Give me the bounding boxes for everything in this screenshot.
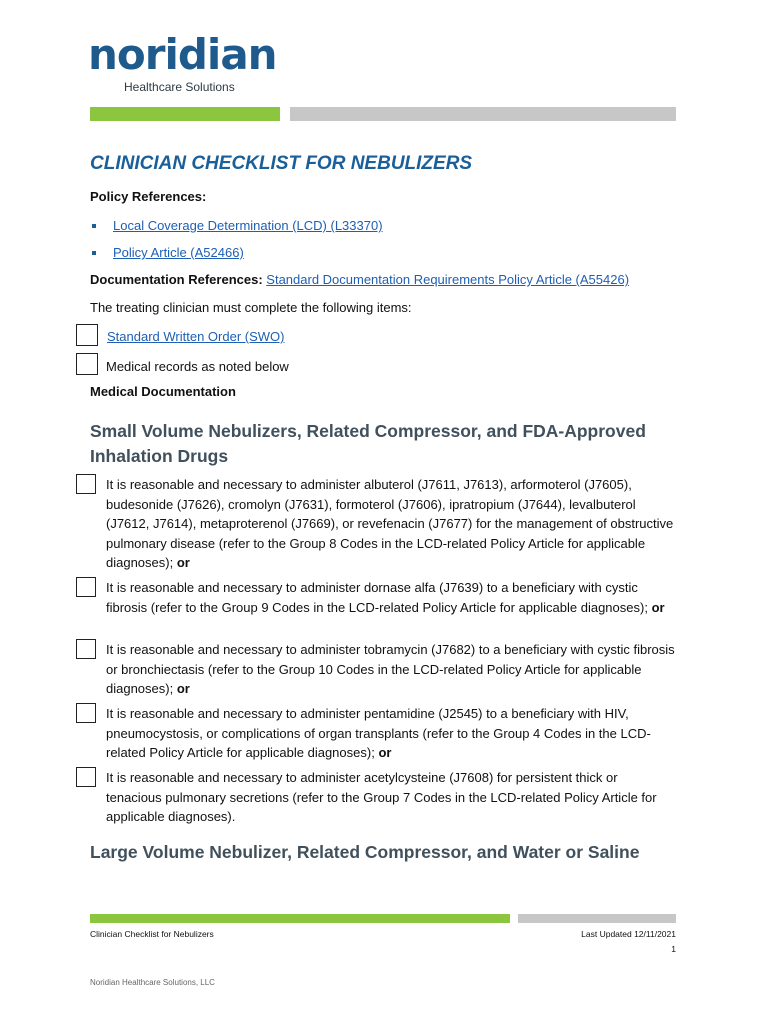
- documentation-references: [90, 272, 629, 287]
- item-checkbox[interactable]: [76, 474, 96, 494]
- item-checkbox[interactable]: [76, 577, 96, 597]
- medical-documentation-label: Medical Documentation: [90, 384, 236, 399]
- item-body: It is reasonable and necessary to administer pentamidine (J2545) to a beneficiary with HIV, pneumocystosis, or complications of organ transplants (refer to the Group 4 Codes in the LCD-related Policy Article for applicable diagnoses);: [106, 706, 651, 760]
- swo-checkbox[interactable]: [76, 324, 98, 346]
- instruction-text: The treating clinician must complete the following items:: [90, 300, 412, 315]
- item-text: [106, 768, 676, 827]
- item-body: It is reasonable and necessary to administer tobramycin (J7682) to a beneficiary with cystic fibrosis or bronchiectasis (refer to the Group 10 Codes in the LCD-related Policy Article for applicable diagnoses);: [106, 642, 675, 696]
- footer-bar-gray: [518, 914, 676, 923]
- item-text: [106, 475, 676, 573]
- section-title-large-volume: Large Volume Nebulizer, Related Compressor, and Water or Saline: [90, 842, 640, 862]
- logo: noridian: [88, 30, 277, 79]
- medical-records-checkbox[interactable]: [76, 353, 98, 375]
- documentation-references-label: Documentation References:: [90, 272, 263, 287]
- item-body: It is reasonable and necessary to administer acetylcysteine (J7608) for persistent thick or tenacious pulmonary secretions (refer to the Group 7 Codes in the LCD-related Policy Article for applicable diagnoses).: [106, 770, 657, 824]
- item-body: It is reasonable and necessary to administer dornase alfa (J7639) to a beneficiary with cystic fibrosis (refer to the Group 9 Codes in the LCD-related Policy Article for applicable diagnoses);: [106, 580, 648, 615]
- swo-link[interactable]: Standard Written Order (SWO): [107, 329, 285, 344]
- item-text: [106, 578, 676, 617]
- documentation-requirements-link[interactable]: Standard Documentation Requirements Policy Article (A55426): [266, 272, 630, 287]
- policy-references-label: Policy References:: [90, 189, 207, 204]
- item-checkbox[interactable]: [76, 703, 96, 723]
- header-bar-gray: [290, 107, 676, 121]
- item-text: [106, 704, 676, 763]
- page-title: CLINICIAN CHECKLIST FOR NEBULIZERS: [90, 153, 473, 174]
- item-body: It is reasonable and necessary to administer albuterol (J7611, J7613), arformoterol (J7605), budesonide (J7626), cromolyn (J7631), formoterol (J7606), ipratropium (J7644), levalbuterol (J7612, J7614), metaproterenol (J7669), or revefenacin (J7677) for the management of obstructive pulmonary disease (refer to the Group 8 Codes in the LCD-related Policy Article for applicable diagnoses);: [106, 477, 674, 570]
- footer-doc-title: Clinician Checklist for Nebulizers: [90, 929, 214, 939]
- medical-records-text: Medical records as noted below: [106, 359, 289, 374]
- item-or: or: [176, 555, 190, 570]
- item-text: [106, 640, 676, 699]
- footer-last-updated: Last Updated 12/11/2021: [581, 929, 676, 939]
- header-bar-green: [90, 107, 280, 121]
- item-or: or: [176, 681, 190, 696]
- footer-page-number: 1: [671, 944, 676, 954]
- footer-company: Noridian Healthcare Solutions, LLC: [90, 978, 215, 987]
- bullet: [92, 251, 96, 255]
- section-title-small-volume: Small Volume Nebulizers, Related Compressor, and FDA-Approved Inhalation Drugs: [90, 421, 646, 466]
- policy-article-link[interactable]: Policy Article (A52466): [113, 245, 244, 260]
- footer-bar-green: [90, 914, 510, 923]
- item-or: or: [651, 599, 665, 615]
- item-or: or: [378, 745, 392, 760]
- item-checkbox[interactable]: [76, 767, 96, 787]
- logo-subtitle: Healthcare Solutions: [124, 80, 235, 94]
- item-checkbox[interactable]: [76, 639, 96, 659]
- bullet: [92, 224, 96, 228]
- lcd-link[interactable]: Local Coverage Determination (LCD) (L33370): [113, 218, 383, 233]
